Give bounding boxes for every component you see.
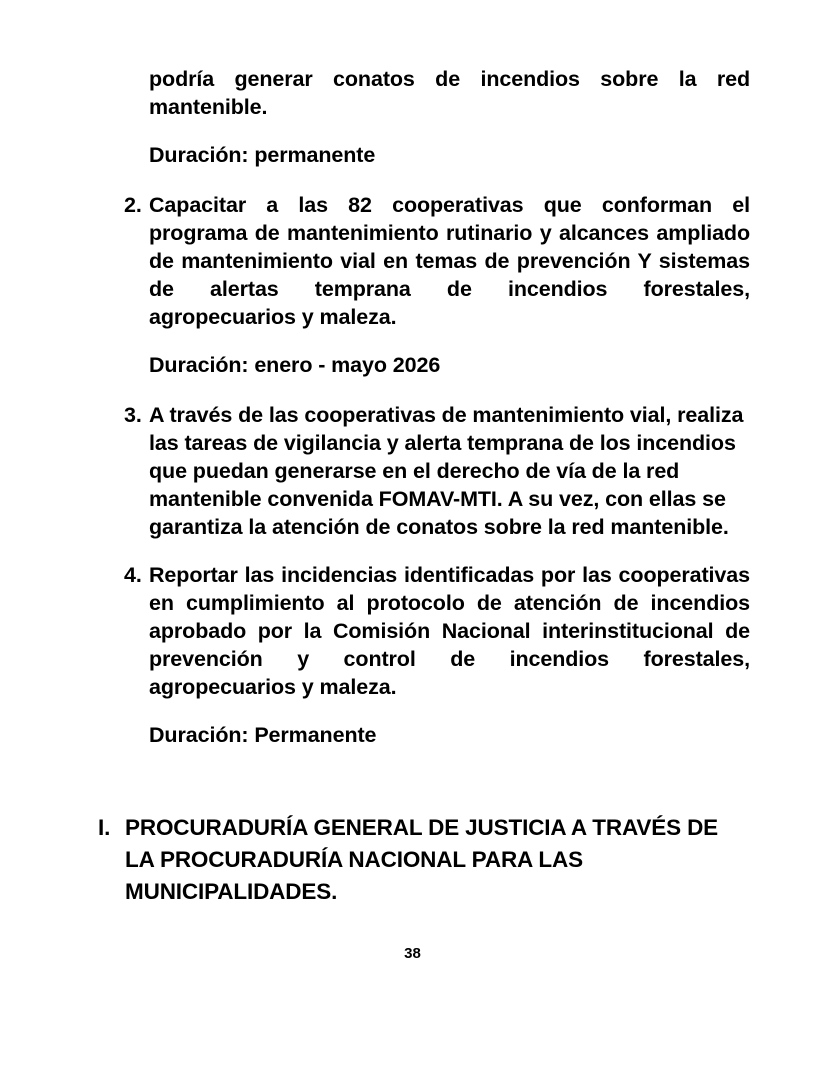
spacer [0, 771, 825, 789]
list-item-text: Reportar las incidencias identificadas por las cooperativas en cumplimiento al protocolo de atención de incendios aprobado por la Comisión Nacional interinstitucional de prevención y control de incendios forestales, agropecuarios y maleza. [149, 563, 750, 699]
list-item-marker: 2. [124, 193, 142, 217]
duration-line-1: Duración: permanente [149, 143, 376, 167]
duration-line-3: Duración: Permanente [149, 723, 377, 747]
spacer [0, 121, 825, 141]
spacer [0, 331, 825, 351]
list-item [124, 401, 750, 541]
spacer [0, 749, 825, 771]
spacer [0, 379, 825, 401]
page-content [0, 65, 825, 930]
continued-paragraph: podría generar conatos de incendios sobre la red mantenible. [149, 67, 750, 119]
duration-line-2: Duración: enero - mayo 2026 [149, 353, 441, 377]
list-item [124, 561, 750, 701]
section-heading-roman-numeral: I. [98, 814, 111, 840]
section-heading-text: PROCURADURÍA GENERAL DE JUSTICIA A TRAVÉS DE LA PROCURADURÍA NACIONAL PARA LAS MUNICIPALIDADES. [125, 814, 719, 904]
list-item-marker: 4. [124, 563, 142, 587]
list-item-text: A través de las cooperativas de mantenimiento vial, realiza las tareas de vigilancia y alerta temprana de los incendios que puedan generarse en el derecho de vía de la red mantenible convenida FOMAV-MTI. A su vez, con ellas se garantiza la atención de conatos sobre la red mantenible. [149, 403, 744, 539]
list-item-text: Capacitar a las 82 cooperativas que conforman el programa de mantenimiento rutinario y alcances ampliado de mantenimiento vial en temas de prevención Y sistemas de alertas temprana de incendios forestales, agropecuarios y maleza. [149, 193, 750, 329]
list-item-marker: 3. [124, 403, 142, 427]
spacer [0, 169, 825, 191]
spacer [0, 701, 825, 721]
spacer [0, 541, 825, 561]
page-number: 38 [404, 945, 421, 962]
list-item [124, 191, 750, 331]
section-heading [98, 812, 750, 908]
